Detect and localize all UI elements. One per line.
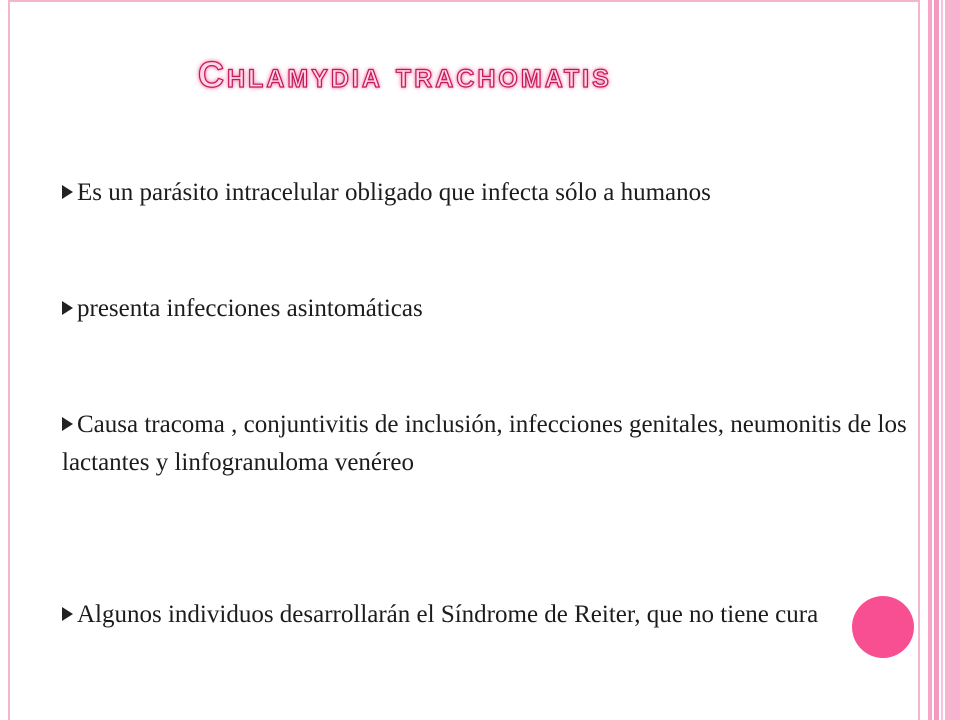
bullet-item — [62, 406, 922, 482]
bullet-text: Es un parásito intracelular obligado que infecta sólo a humanos — [77, 179, 711, 206]
slide-title: Chlamydia trachomatis — [198, 54, 612, 95]
bullet-text: presenta infecciones asintomáticas — [77, 295, 423, 322]
bullet-item — [62, 292, 922, 326]
arrow-bullet-icon — [62, 417, 73, 431]
stripe — [945, 0, 960, 720]
arrow-bullet-icon — [62, 301, 73, 315]
stripe — [934, 0, 939, 720]
frame-left-line — [8, 0, 10, 720]
pink-circle-decoration — [852, 596, 914, 658]
arrow-bullet-icon — [62, 185, 73, 199]
decorative-stripes — [928, 0, 960, 720]
bullet-item — [62, 176, 922, 210]
bullet-item — [62, 598, 922, 632]
bullet-text: Algunos individuos desarrollarán el Síndrome de Reiter, que no tiene cura — [77, 601, 819, 628]
stripe — [928, 0, 932, 720]
arrow-bullet-icon — [62, 607, 73, 621]
bullet-text: Causa tracoma , conjuntivitis de inclusión, infecciones genitales, neumonitis de los lactantes y linfogranuloma venéreo — [62, 411, 907, 476]
stripe — [941, 0, 943, 720]
frame-top-line — [8, 0, 920, 2]
